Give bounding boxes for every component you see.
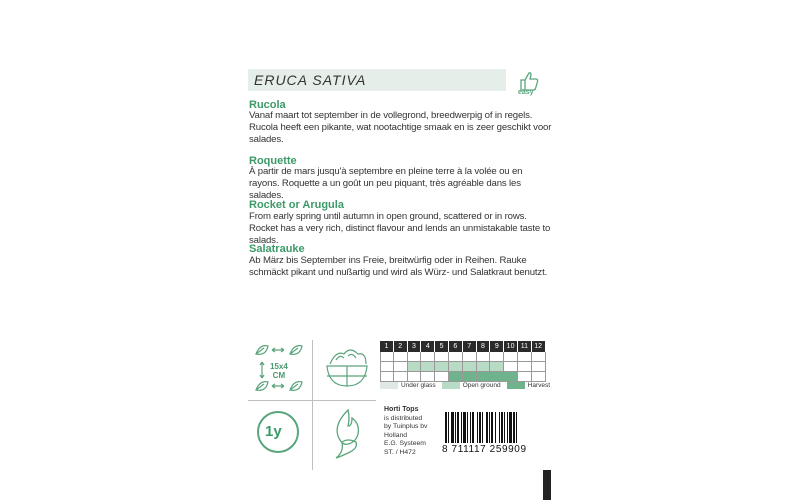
section-text-en: From early spring until autumn in open ground, scattered or in rows. Rocket has a very rich, distinct flavour and lends an unmistakable taste to salads. (249, 211, 551, 246)
barcode-bar (499, 412, 500, 443)
grid-divider-horizontal (248, 400, 376, 401)
calendar-cell (421, 352, 435, 362)
barcode-bar (491, 412, 493, 443)
barcode-bar (504, 412, 505, 443)
barcode-bar (507, 412, 508, 443)
barcode-bar (495, 412, 496, 443)
calendar-month: 2 (394, 341, 408, 352)
legend-label-open: Open ground (462, 382, 501, 390)
calendar-cell (490, 362, 504, 372)
calendar-cell (380, 352, 394, 362)
calendar-cell (421, 362, 435, 372)
section-title-nl: Rucola (249, 99, 286, 111)
legend-label-harvest: Harvest (527, 382, 551, 390)
section-title-de: Salatrauke (249, 243, 305, 255)
section-title-en: Rocket or Arugula (249, 199, 344, 211)
calendar-month: 9 (490, 341, 504, 352)
calendar-row-under-glass (380, 352, 546, 362)
calendar-cell (518, 362, 532, 372)
barcode-bar (486, 412, 488, 443)
calendar-cell (408, 352, 422, 362)
calendar-cell (518, 372, 532, 382)
spicy-chili-icon (326, 406, 370, 460)
calendar-month: 3 (408, 341, 422, 352)
calendar-cell (394, 352, 408, 362)
distributor-line: E.G. Systeem (384, 440, 426, 447)
distributor-line: ST. / H472 (384, 448, 416, 456)
legend-label-glass: Under glass (401, 382, 436, 390)
calendar-cell (504, 352, 518, 362)
legend-swatch-harvest (507, 382, 525, 389)
barcode-bar (445, 412, 447, 443)
calendar-cell (463, 352, 477, 362)
distributor-line: by Tuinplus bv (384, 423, 428, 430)
calendar-month: 11 (518, 341, 532, 352)
calendar-cell (518, 352, 532, 362)
salad-bowl-icon (322, 342, 372, 392)
barcode-bar (509, 412, 512, 443)
spacing-unit: CM (272, 371, 286, 380)
calendar-cell (449, 362, 463, 372)
calendar-month: 10 (504, 341, 518, 352)
calendar-cell (435, 352, 449, 362)
calendar-row-harvest (380, 372, 546, 382)
calendar-cell (477, 372, 491, 382)
barcode-bar (463, 412, 466, 443)
calendar-month: 12 (532, 341, 546, 352)
calendar-cell (532, 352, 546, 362)
calendar-cell (463, 362, 477, 372)
barcode-bar (513, 412, 515, 443)
calendar-legend (380, 382, 550, 389)
calendar-cell (504, 362, 518, 372)
calendar-cell (435, 362, 449, 372)
calendar-month: 4 (421, 341, 435, 352)
barcode-bar (501, 412, 503, 443)
distributor-name: Horti Tops (384, 406, 419, 413)
calendar-cell (532, 372, 546, 382)
calendar-cell (463, 372, 477, 382)
legend-harvest (507, 382, 550, 389)
calendar-cell (477, 352, 491, 362)
calendar-month: 8 (477, 341, 491, 352)
calendar-cell (449, 352, 463, 362)
barcode-bar (516, 412, 517, 443)
legend-open-ground (442, 382, 501, 389)
calendar-month: 5 (435, 341, 449, 352)
calendar-cell (421, 372, 435, 382)
distributor-line: is distributed (384, 414, 423, 422)
calendar-month: 6 (449, 341, 463, 352)
calendar-cell (477, 362, 491, 372)
calendar-cell (380, 362, 394, 372)
spacing-label (270, 362, 288, 380)
distributor-info (384, 406, 427, 457)
barcode-bar (489, 412, 490, 443)
grid-divider-vertical (312, 340, 313, 470)
section-text-nl: Vanaf maart tot september in de vollegrond, breedwerpig of in regels. Rucola heeft een pikante, wat nootachtige smaak en is zeer geschikt voor salades. (249, 110, 552, 145)
calendar-row-open-ground (380, 362, 546, 372)
section-text-fr: À partir de mars jusqu'à septembre en pleine terre à la volée ou en rayons. Roquette a un goût un peu piquant, très agréable dans les salades. (249, 166, 523, 201)
barcode-bar (472, 412, 474, 443)
barcode-bar (461, 412, 462, 443)
barcode-bar (470, 412, 471, 443)
calendar-months (380, 341, 546, 352)
barcode-bar (477, 412, 478, 443)
calendar-cell (394, 372, 408, 382)
calendar-month: 1 (380, 341, 394, 352)
spacing-value: 15x4 (270, 362, 288, 371)
sowing-calendar (380, 341, 546, 382)
barcode-bar (451, 412, 454, 443)
calendar-cell (394, 362, 408, 372)
barcode-bar (457, 412, 459, 443)
calendar-cell (532, 362, 546, 372)
section-text-de: Ab März bis September ins Freie, breitwürfig oder in Reihen. Rauke schmäckt pikant und nußartig und wird als Würz- und Salatkraut benutzt. (249, 255, 548, 278)
barcode-bar (448, 412, 449, 443)
barcode-bar (482, 412, 483, 443)
barcode-number: 8 711117 259909 (442, 444, 527, 455)
distributor-line: Holland (384, 431, 408, 439)
calendar-cell (380, 372, 394, 382)
calendar-cell (408, 362, 422, 372)
barcode-bar (467, 412, 468, 443)
calendar-cell (435, 372, 449, 382)
calendar-cell (504, 372, 518, 382)
legend-swatch-open (442, 382, 460, 389)
barcode-bar (479, 412, 481, 443)
lifecycle-label: 1y (265, 423, 282, 440)
title-banner (248, 69, 506, 91)
easy-badge: easy (518, 89, 534, 96)
calendar-cell (449, 372, 463, 382)
legend-swatch-glass (380, 382, 398, 389)
calendar-cell (408, 372, 422, 382)
legend-under-glass (380, 382, 436, 389)
species-title: ERUCA SATIVA (254, 72, 367, 88)
packet-edge-bar (543, 470, 551, 500)
calendar-cell (490, 372, 504, 382)
section-title-fr: Roquette (249, 155, 297, 167)
barcode-bar (455, 412, 456, 443)
calendar-cell (490, 352, 504, 362)
calendar-month: 7 (463, 341, 477, 352)
